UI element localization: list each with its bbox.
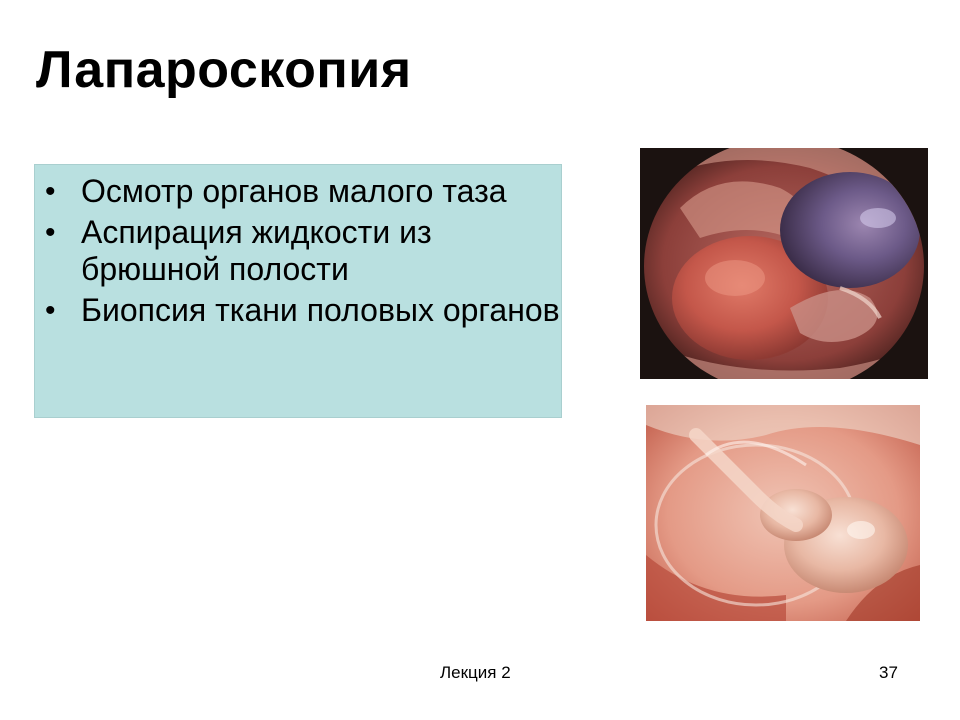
- bullet-icon: •: [45, 175, 56, 208]
- bullet-text: Осмотр органов малого таза: [81, 173, 507, 209]
- bullet-list: [35, 165, 561, 329]
- bullet-icon: •: [45, 294, 56, 327]
- fetus-illustration: [646, 405, 920, 621]
- laparoscopy-photo-fetus: [646, 405, 920, 621]
- bullet-text: Биопсия ткани половых органов: [81, 292, 560, 328]
- bullet-icon: •: [45, 216, 56, 249]
- bullet-item: [35, 214, 561, 288]
- slide-title: Лапароскопия: [36, 41, 412, 99]
- slide-number: 37: [879, 663, 898, 682]
- bullet-text: Аспирация жидкости из брюшной полости: [81, 214, 432, 287]
- bullet-item: [35, 292, 561, 329]
- pelvic-organs-illustration: [640, 148, 928, 379]
- footer-lecture-label: Лекция 2: [440, 663, 511, 682]
- bullet-textbox: [34, 164, 562, 418]
- laparoscopy-photo-pelvic-organs: [640, 148, 928, 379]
- bullet-item: [35, 173, 561, 210]
